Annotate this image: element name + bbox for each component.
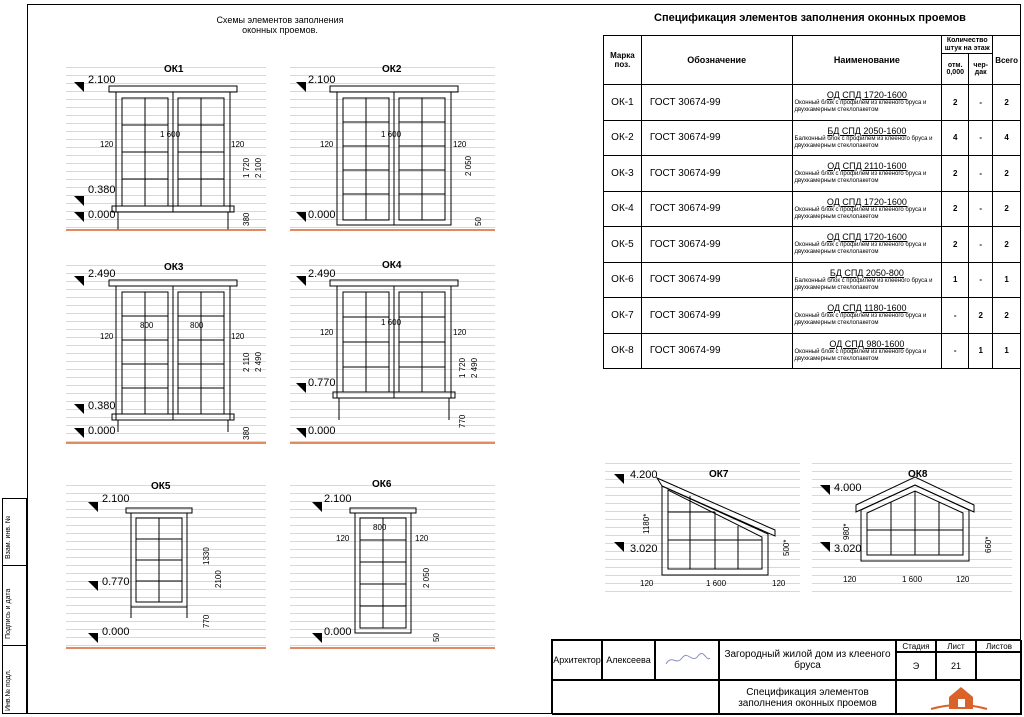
spec-qty-attic: 1 <box>969 333 993 369</box>
ok3-sill: 380 <box>242 426 251 440</box>
spec-total: 2 <box>993 227 1021 263</box>
spec-name <box>792 227 942 263</box>
spec-name-main: ОД СПД 980-1600 <box>829 338 905 349</box>
ok2-top-level: 2.100 <box>308 74 336 86</box>
spec-total: 2 <box>993 191 1021 227</box>
ok6-top-level: 2.100 <box>324 493 352 505</box>
spec-name-desc: Оконный блок с профилем из клееного бруса и двухкамерным стеклопакетом <box>794 242 927 256</box>
ok4-mid-level: 0.770 <box>308 377 336 389</box>
ok4-sill: 770 <box>458 414 467 428</box>
spec-row <box>604 120 1021 156</box>
ok4-width: 1 600 <box>381 318 402 327</box>
spec-row <box>604 227 1021 263</box>
spec-qty-floor: 2 <box>942 156 969 192</box>
ok8-label: ОК8 <box>908 469 928 480</box>
ok7-width: 1 600 <box>706 579 727 588</box>
ok7-height2: 500* <box>782 539 791 556</box>
ok7-side-right: 120 <box>772 579 786 588</box>
spec-name-desc: Балконный блок с профилем из клееного бруса и двухкамерным стеклопакетом <box>794 277 933 291</box>
spec-name <box>792 85 942 121</box>
ok6-sill: 50 <box>432 633 441 642</box>
ok6-zero-level: 0.000 <box>324 626 352 638</box>
ok3-width1: 800 <box>140 321 154 330</box>
spec-name-main: ОД СПД 1720-1600 <box>826 196 907 207</box>
ok4-height1: 1 720 <box>458 357 467 378</box>
spec-name-main: ОД СПД 1720-1600 <box>826 90 907 101</box>
ok8-side-right: 120 <box>956 575 970 584</box>
spec-mark: ОК-1 <box>604 85 642 121</box>
ok1-height2: 2 100 <box>254 157 263 178</box>
spec-row <box>604 298 1021 334</box>
inv-replace-label: Взам. инв. № <box>5 515 12 559</box>
spec-name <box>792 333 942 369</box>
spec-qty-floor: 2 <box>942 227 969 263</box>
spec-body <box>604 85 1021 369</box>
spec-name-main: БД СПД 2050-800 <box>829 267 904 278</box>
ok5-mid-level: 0.770 <box>102 576 130 588</box>
ok2-width: 1 600 <box>381 130 402 139</box>
ok3-mid-level: 0.380 <box>88 400 116 412</box>
ok1-label: ОК1 <box>164 64 184 75</box>
signature-cell <box>655 640 719 680</box>
ok2-height2: 2 050 <box>464 155 473 176</box>
ok8-mid-level: 3.020 <box>834 543 862 555</box>
spec-mark: ОК-5 <box>604 227 642 263</box>
sheets-label: Листов <box>986 641 1012 651</box>
ok1-top-level: 2.100 <box>88 74 116 86</box>
spec-total: 1 <box>993 333 1021 369</box>
spec-gost: ГОСТ 30674-99 <box>641 262 792 298</box>
spec-total: 2 <box>993 156 1021 192</box>
ok3-top-level: 2.490 <box>88 268 116 280</box>
logo-cell <box>896 680 1022 715</box>
ok4-label: ОК4 <box>382 260 402 271</box>
spec-name-main: ОД СПД 1180-1600 <box>827 303 907 314</box>
ok8-top-level: 4.000 <box>834 482 862 494</box>
ok2-sill: 50 <box>474 217 483 226</box>
spec-gost: ГОСТ 30674-99 <box>641 333 792 369</box>
ok4-side-right: 120 <box>453 328 467 337</box>
ok6-label: ОК6 <box>372 479 392 490</box>
spec-gost: ГОСТ 30674-99 <box>641 120 792 156</box>
ok5-height2: 2100 <box>214 570 223 588</box>
header-name: Наименование <box>792 36 942 85</box>
spec-qty-floor: 2 <box>942 191 969 227</box>
spec-mark: ОК-2 <box>604 120 642 156</box>
header-designation: Обозначение <box>641 36 792 85</box>
ok1-side-right: 120 <box>231 140 245 149</box>
spec-name <box>792 191 942 227</box>
ok1-side-left: 120 <box>100 140 114 149</box>
ok7-mid-level: 3.020 <box>630 543 658 555</box>
spec-qty-floor: 1 <box>942 262 969 298</box>
ok3-height1: 2 110 <box>242 352 251 372</box>
spec-name <box>792 120 942 156</box>
ok1-height1: 1 720 <box>242 157 251 178</box>
spec-name-desc: Оконный блок с профилем из клееного бруса и двухкамерным стеклопакетом <box>794 348 927 362</box>
ok5-sill: 770 <box>202 614 211 628</box>
ok7-side-left: 120 <box>640 579 654 588</box>
ok4-zero-level: 0.000 <box>308 425 336 437</box>
ok6-side-right: 120 <box>415 534 429 543</box>
title-block <box>551 639 1021 714</box>
sheet-title-cell <box>719 680 896 715</box>
spec-gost: ГОСТ 30674-99 <box>641 191 792 227</box>
ok1-width: 1 600 <box>160 130 181 139</box>
spec-qty-attic: - <box>969 156 993 192</box>
ok3-side-left: 120 <box>100 332 114 341</box>
spec-name-desc: Оконный блок с профилем из клееного бруса и двухкамерным стеклопакетом <box>794 313 927 327</box>
spec-mark: ОК-8 <box>604 333 642 369</box>
spec-qty-floor: 4 <box>942 120 969 156</box>
ok4-side-left: 120 <box>320 328 334 337</box>
ok6-width: 800 <box>373 523 387 532</box>
schemes-title: Схемы элементов заполнения оконных проемов. <box>216 15 344 35</box>
spec-table <box>603 35 1021 369</box>
spec-name-desc: Оконный блок с профилем из клееного бруса и двухкамерным стеклопакетом <box>794 100 927 114</box>
ok8-height1: 980* <box>842 523 851 540</box>
spec-name <box>792 298 942 334</box>
ok2-label: ОК2 <box>382 64 402 75</box>
spec-gost: ГОСТ 30674-99 <box>641 227 792 263</box>
spec-row <box>604 85 1021 121</box>
sign-date-label: Подпись и дата <box>5 588 12 639</box>
project-title-cell <box>719 640 896 680</box>
ok6-side-left: 120 <box>336 534 350 543</box>
spec-total: 2 <box>993 85 1021 121</box>
ok1-sill: 380 <box>242 212 251 226</box>
ok3-height2: 2 490 <box>254 351 263 372</box>
ok8-width: 1 600 <box>902 575 923 584</box>
spec-name-main: ОД СПД 1720-1600 <box>826 232 907 243</box>
ok5-height1: 1330 <box>202 547 211 565</box>
signature-image <box>662 652 712 668</box>
spec-row <box>604 262 1021 298</box>
spec-qty-floor: - <box>942 298 969 334</box>
spec-qty-attic: - <box>969 262 993 298</box>
header-mark: Марка поз. <box>604 36 642 85</box>
spec-name-main: ОД СПД 2110-1600 <box>827 161 907 172</box>
spec-name <box>792 262 942 298</box>
inv-orig-label: Инв.№ подл. <box>5 669 12 711</box>
ok7-label: ОК7 <box>709 469 729 480</box>
spec-qty-attic: - <box>969 85 993 121</box>
ok2-zero-level: 0.000 <box>308 209 336 221</box>
spec-qty-floor: - <box>942 333 969 369</box>
header-qty-floor: отм. 0,000 <box>942 54 969 85</box>
spec-total: 1 <box>993 262 1021 298</box>
header-qty-attic: чер-дак <box>969 54 993 85</box>
spec-total: 4 <box>993 120 1021 156</box>
ok4-top-level: 2.490 <box>308 268 336 280</box>
spec-name-desc: Оконный блок с профилем из клееного бруса и двухкамерным стеклопакетом <box>794 171 927 185</box>
ok7-top-level: 4.200 <box>630 469 658 481</box>
ok6-height2: 2 050 <box>422 567 431 588</box>
spec-row <box>604 191 1021 227</box>
spec-gost: ГОСТ 30674-99 <box>641 156 792 192</box>
person-name: Алексеева <box>606 655 651 665</box>
ok7-height1: 1180* <box>642 513 651 534</box>
ok5-label: ОК5 <box>151 481 171 492</box>
stage-value: Э <box>912 661 920 671</box>
ok8-side-left: 120 <box>843 575 857 584</box>
ok5-zero-level: 0.000 <box>102 626 130 638</box>
person-cell <box>602 640 655 680</box>
ok3-side-right: 120 <box>231 332 245 341</box>
project-title: Загородный жилой дом из клееного бруса <box>724 649 891 671</box>
spec-mark: ОК-4 <box>604 191 642 227</box>
sheet-number: 21 <box>950 661 961 671</box>
spec-title: Спецификация элементов заполнения оконных проемов <box>654 12 966 24</box>
spec-row <box>604 156 1021 192</box>
sheet-title: Спецификация элементов заполнения оконных проемов <box>738 686 877 709</box>
ok3-width2: 800 <box>190 321 204 330</box>
ok1-mid-level: 0.380 <box>88 184 116 196</box>
spec-name <box>792 156 942 192</box>
role-cell <box>552 640 602 680</box>
spec-name-main: БД СПД 2050-1600 <box>827 125 907 136</box>
spec-qty-attic: - <box>969 227 993 263</box>
role-label: Архитектор <box>553 655 601 665</box>
ok3-zero-level: 0.000 <box>88 425 116 437</box>
ok4-height2: 2 490 <box>470 357 479 378</box>
ok1-zero-level: 0.000 <box>88 209 116 221</box>
ok5-top-level: 2.100 <box>102 493 130 505</box>
company-logo <box>929 683 989 713</box>
spec-mark: ОК-3 <box>604 156 642 192</box>
spec-gost: ГОСТ 30674-99 <box>641 298 792 334</box>
spec-mark: ОК-6 <box>604 262 642 298</box>
spec-name-desc: Оконный блок с профилем из клееного бруса и двухкамерным стеклопакетом <box>794 206 927 220</box>
spec-qty-attic: - <box>969 191 993 227</box>
header-qty: Количество штук на этаж <box>942 36 993 54</box>
spec-mark: ОК-7 <box>604 298 642 334</box>
spec-qty-floor: 2 <box>942 85 969 121</box>
sheet-label: Лист <box>947 641 965 651</box>
ok3-label: ОК3 <box>164 262 184 273</box>
spec-name-desc: Балконный блок с профилем из клееного бруса и двухкамерным стеклопакетом <box>794 135 933 149</box>
ok2-side-left: 120 <box>320 140 334 149</box>
spec-row <box>604 333 1021 369</box>
spec-gost: ГОСТ 30674-99 <box>641 85 792 121</box>
spec-qty-attic: 2 <box>969 298 993 334</box>
spec-total: 2 <box>993 298 1021 334</box>
header-total: Всего <box>993 36 1021 85</box>
stage-label: Стадия <box>902 641 930 651</box>
ok2-side-right: 120 <box>453 140 467 149</box>
spec-qty-attic: - <box>969 120 993 156</box>
ok8-height2: 660* <box>984 536 993 553</box>
